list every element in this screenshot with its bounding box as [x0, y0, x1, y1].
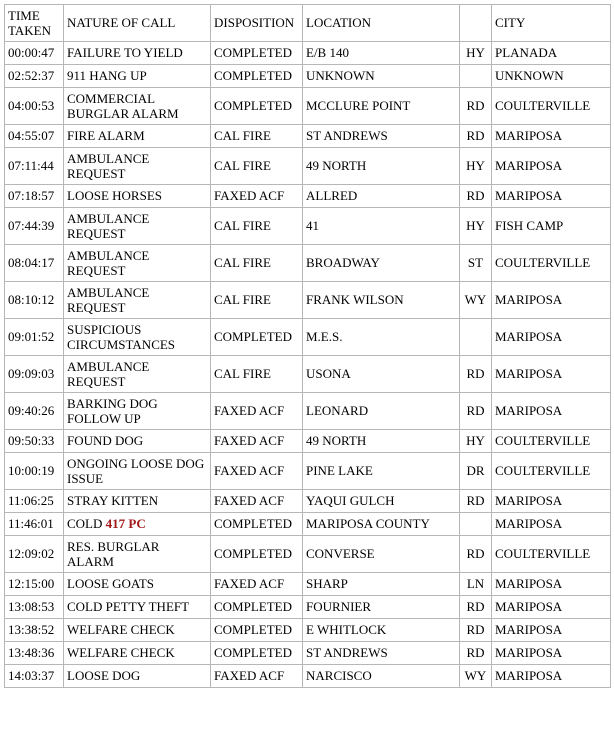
cell-location: E WHITLOCK: [303, 619, 460, 642]
header-nature-of-call: NATURE OF CALL: [64, 5, 211, 42]
cell-nature-of-call: LOOSE HORSES: [64, 185, 211, 208]
cell-disposition: COMPLETED: [211, 536, 303, 573]
cell-city: MARIPOSA: [492, 319, 611, 356]
header-time-taken: TIME TAKEN: [5, 5, 64, 42]
table-row: [5, 148, 611, 185]
cell-city: MARIPOSA: [492, 148, 611, 185]
cell-time: 09:40:26: [5, 393, 64, 430]
cell-disposition: CAL FIRE: [211, 356, 303, 393]
cell-time: 04:00:53: [5, 88, 64, 125]
cell-location: USONA: [303, 356, 460, 393]
table-row: [5, 596, 611, 619]
cell-disposition: CAL FIRE: [211, 125, 303, 148]
cell-nature-of-call: SUSPICIOUS CIRCUMSTANCES: [64, 319, 211, 356]
cell-city: MARIPOSA: [492, 596, 611, 619]
cell-disposition: COMPLETED: [211, 596, 303, 619]
cell-nature-of-call: LOOSE DOG: [64, 665, 211, 688]
table-row: [5, 665, 611, 688]
cell-street-type: HY: [460, 430, 492, 453]
cell-time: 13:38:52: [5, 619, 64, 642]
cell-street-type: RD: [460, 596, 492, 619]
cell-street-type: WY: [460, 665, 492, 688]
cell-location: UNKNOWN: [303, 65, 460, 88]
cell-nature-of-call: FIRE ALARM: [64, 125, 211, 148]
cell-time: 07:18:57: [5, 185, 64, 208]
table-row: [5, 125, 611, 148]
cell-location: MCCLURE POINT: [303, 88, 460, 125]
cell-street-type: HY: [460, 42, 492, 65]
cell-city: MARIPOSA: [492, 282, 611, 319]
cell-nature-of-call: AMBULANCE REQUEST: [64, 356, 211, 393]
cell-street-type: [460, 513, 492, 536]
cell-disposition: FAXED ACF: [211, 185, 303, 208]
cell-nature-of-call: FAILURE TO YIELD: [64, 42, 211, 65]
penal-code-highlight: 417 PC: [105, 516, 146, 532]
header-disposition: DISPOSITION: [211, 5, 303, 42]
cell-time: 08:10:12: [5, 282, 64, 319]
cell-city: MARIPOSA: [492, 490, 611, 513]
cell-disposition: COMPLETED: [211, 42, 303, 65]
cell-location: MARIPOSA COUNTY: [303, 513, 460, 536]
cell-street-type: RD: [460, 642, 492, 665]
cell-nature-of-call: BARKING DOG FOLLOW UP: [64, 393, 211, 430]
table-row: [5, 88, 611, 125]
cell-time: 02:52:37: [5, 65, 64, 88]
table-row: [5, 513, 611, 536]
cell-time: 09:09:03: [5, 356, 64, 393]
cell-disposition: FAXED ACF: [211, 453, 303, 490]
cell-location: 49 NORTH: [303, 430, 460, 453]
cell-time: 04:55:07: [5, 125, 64, 148]
cell-nature-of-call: AMBULANCE REQUEST: [64, 148, 211, 185]
cell-time: 07:11:44: [5, 148, 64, 185]
cell-disposition: CAL FIRE: [211, 148, 303, 185]
cell-street-type: ST: [460, 245, 492, 282]
cell-street-type: RD: [460, 536, 492, 573]
cell-time: 13:08:53: [5, 596, 64, 619]
table-row: [5, 393, 611, 430]
cell-disposition: FAXED ACF: [211, 393, 303, 430]
table-row: [5, 319, 611, 356]
cell-nature-of-call: LOOSE GOATS: [64, 573, 211, 596]
cell-city: MARIPOSA: [492, 393, 611, 430]
cell-time: 10:00:19: [5, 453, 64, 490]
cell-street-type: [460, 319, 492, 356]
cell-location: LEONARD: [303, 393, 460, 430]
call-log-body: [5, 42, 611, 688]
cell-disposition: CAL FIRE: [211, 282, 303, 319]
cell-nature-of-call: ONGOING LOOSE DOG ISSUE: [64, 453, 211, 490]
cell-location: YAQUI GULCH: [303, 490, 460, 513]
cell-location: BROADWAY: [303, 245, 460, 282]
cell-time: 11:46:01: [5, 513, 64, 536]
cell-city: MARIPOSA: [492, 356, 611, 393]
cell-time: 00:00:47: [5, 42, 64, 65]
table-row: [5, 65, 611, 88]
table-row: [5, 619, 611, 642]
cell-street-type: RD: [460, 619, 492, 642]
cell-disposition: FAXED ACF: [211, 490, 303, 513]
table-row: [5, 282, 611, 319]
cell-street-type: HY: [460, 208, 492, 245]
cell-disposition: FAXED ACF: [211, 573, 303, 596]
cell-disposition: COMPLETED: [211, 619, 303, 642]
cell-location: ST ANDREWS: [303, 125, 460, 148]
header-location: LOCATION: [303, 5, 460, 42]
table-row: [5, 536, 611, 573]
table-row: [5, 573, 611, 596]
cell-time: 13:48:36: [5, 642, 64, 665]
cell-street-type: DR: [460, 453, 492, 490]
table-row: [5, 245, 611, 282]
cell-city: MARIPOSA: [492, 513, 611, 536]
table-row: [5, 185, 611, 208]
cell-location: ST ANDREWS: [303, 642, 460, 665]
cell-city: COULTERVILLE: [492, 536, 611, 573]
call-log-table: [4, 4, 611, 688]
cell-city: COULTERVILLE: [492, 453, 611, 490]
table-row: [5, 208, 611, 245]
cell-location: CONVERSE: [303, 536, 460, 573]
cell-street-type: RD: [460, 125, 492, 148]
cell-nature-of-call: RES. BURGLAR ALARM: [64, 536, 211, 573]
cell-disposition: FAXED ACF: [211, 665, 303, 688]
cell-city: MARIPOSA: [492, 573, 611, 596]
cell-disposition: CAL FIRE: [211, 245, 303, 282]
cell-street-type: LN: [460, 573, 492, 596]
cell-city: FISH CAMP: [492, 208, 611, 245]
cell-disposition: COMPLETED: [211, 88, 303, 125]
cell-street-type: RD: [460, 393, 492, 430]
cell-city: COULTERVILLE: [492, 88, 611, 125]
cell-location: E/B 140: [303, 42, 460, 65]
cell-location: ALLRED: [303, 185, 460, 208]
table-row: [5, 490, 611, 513]
cell-street-type: HY: [460, 148, 492, 185]
cell-nature-of-call: STRAY KITTEN: [64, 490, 211, 513]
cell-location: NARCISCO: [303, 665, 460, 688]
cell-location: M.E.S.: [303, 319, 460, 356]
cell-nature-of-call: AMBULANCE REQUEST: [64, 282, 211, 319]
cell-time: 08:04:17: [5, 245, 64, 282]
cell-city: PLANADA: [492, 42, 611, 65]
cell-disposition: COMPLETED: [211, 65, 303, 88]
cell-location: SHARP: [303, 573, 460, 596]
cell-nature-of-call: 911 HANG UP: [64, 65, 211, 88]
cell-street-type: RD: [460, 356, 492, 393]
cell-street-type: WY: [460, 282, 492, 319]
header-city: CITY: [492, 5, 611, 42]
cell-city: COULTERVILLE: [492, 245, 611, 282]
cell-nature-of-call: AMBULANCE REQUEST: [64, 245, 211, 282]
cell-location: FOURNIER: [303, 596, 460, 619]
cell-city: MARIPOSA: [492, 185, 611, 208]
cell-time: 12:09:02: [5, 536, 64, 573]
header-street-type: [460, 5, 492, 42]
cell-nature-of-call: WELFARE CHECK: [64, 642, 211, 665]
cell-time: 09:50:33: [5, 430, 64, 453]
table-row: [5, 356, 611, 393]
cell-city: UNKNOWN: [492, 65, 611, 88]
cell-city: MARIPOSA: [492, 665, 611, 688]
cell-nature-of-call: WELFARE CHECK: [64, 619, 211, 642]
cell-location: FRANK WILSON: [303, 282, 460, 319]
cell-time: 11:06:25: [5, 490, 64, 513]
cell-nature-of-call: COMMERCIAL BURGLAR ALARM: [64, 88, 211, 125]
cell-disposition: COMPLETED: [211, 319, 303, 356]
cell-nature-of-call: COLD PETTY THEFT: [64, 596, 211, 619]
cell-street-type: [460, 65, 492, 88]
cell-disposition: COMPLETED: [211, 513, 303, 536]
cell-location: 49 NORTH: [303, 148, 460, 185]
nature-text: COLD: [67, 516, 103, 532]
cell-nature-of-call: AMBULANCE REQUEST: [64, 208, 211, 245]
cell-disposition: FAXED ACF: [211, 430, 303, 453]
cell-nature-of-call: FOUND DOG: [64, 430, 211, 453]
table-row: [5, 642, 611, 665]
cell-city: COULTERVILLE: [492, 430, 611, 453]
cell-street-type: RD: [460, 490, 492, 513]
table-row: [5, 453, 611, 490]
table-row: [5, 42, 611, 65]
cell-time: 09:01:52: [5, 319, 64, 356]
cell-city: MARIPOSA: [492, 125, 611, 148]
cell-time: 07:44:39: [5, 208, 64, 245]
cell-nature-of-call: [64, 513, 211, 536]
cell-city: MARIPOSA: [492, 642, 611, 665]
cell-time: 12:15:00: [5, 573, 64, 596]
cell-city: MARIPOSA: [492, 619, 611, 642]
cell-disposition: COMPLETED: [211, 642, 303, 665]
cell-location: PINE LAKE: [303, 453, 460, 490]
header-row: [5, 5, 611, 42]
cell-street-type: RD: [460, 88, 492, 125]
table-row: [5, 430, 611, 453]
cell-time: 14:03:37: [5, 665, 64, 688]
cell-location: 41: [303, 208, 460, 245]
cell-disposition: CAL FIRE: [211, 208, 303, 245]
cell-street-type: RD: [460, 185, 492, 208]
